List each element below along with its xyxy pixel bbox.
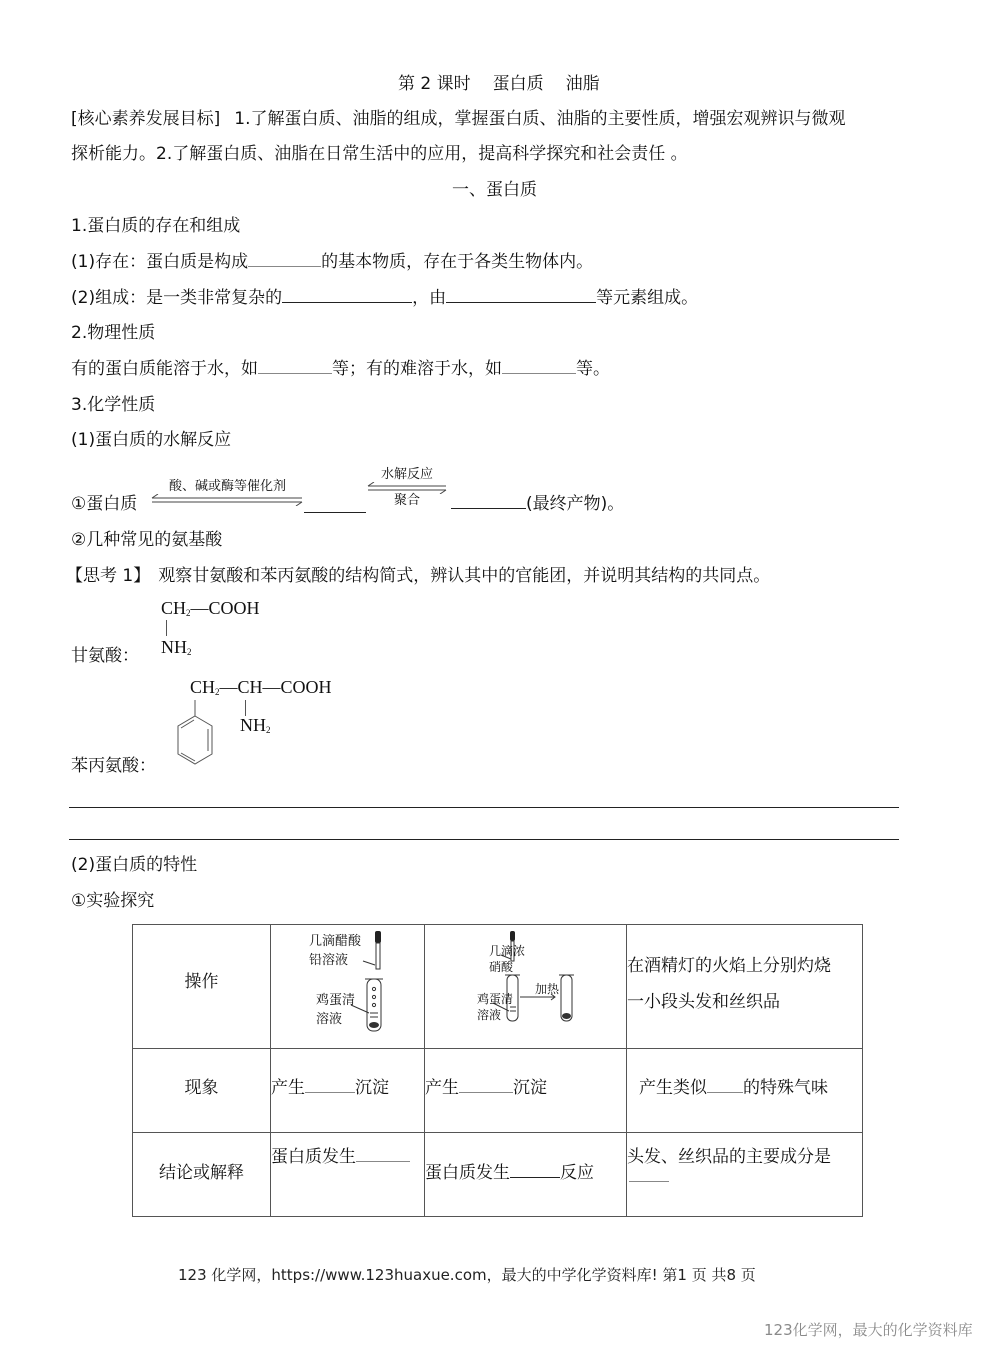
text: 蛋白质发生	[425, 1163, 510, 1183]
cell-phenomenon-3	[627, 1049, 863, 1133]
diagram-label: 加热	[535, 982, 560, 996]
diagram-label: 几滴醋酸	[309, 933, 362, 948]
text: 有的蛋白质能溶于水，如	[71, 359, 258, 379]
blank-field[interactable]	[248, 252, 321, 267]
text: 等元素组成。	[596, 288, 699, 308]
goals-line-2: 探析能力。2.了解蛋白质、油脂在日常生活中的应用，提高科学探究和社会责任 。	[71, 144, 688, 164]
solubility-line	[71, 357, 610, 381]
diagram-label: 鸡蛋清	[477, 992, 514, 1006]
blank-field[interactable]	[510, 1163, 560, 1178]
blank-field[interactable]	[258, 359, 332, 374]
cell-lead-acetate-diagram	[271, 925, 425, 1049]
think-1	[66, 564, 770, 588]
equation-start: ①蛋白质	[71, 494, 138, 514]
text: 的基本物质，存在于各类生物体内。	[321, 252, 594, 272]
goals-label: [核心素养发展目标]	[71, 109, 221, 129]
watermark: 123化学网，最大的化学资料库	[764, 1321, 973, 1339]
cell-phenomenon-1	[271, 1049, 425, 1133]
blank-field[interactable]	[305, 1078, 355, 1093]
blank-field[interactable]	[459, 1078, 513, 1093]
table-row-conclusion	[133, 1133, 863, 1217]
glycine-label: 甘氨酸：	[71, 646, 139, 666]
diagram-label: 溶液	[316, 1011, 343, 1026]
experiment-title: ①实验探究	[71, 891, 155, 911]
existence-line	[71, 250, 593, 274]
bond-line	[245, 700, 246, 716]
burning-operation-text	[627, 948, 862, 1020]
benzene-ring-icon	[170, 698, 220, 778]
header-text: 结论或解释	[159, 1163, 244, 1183]
equation-condition-hydrolysis: 水解反应	[380, 466, 433, 481]
diagram-label: 铅溶液	[309, 952, 349, 967]
composition-line	[71, 286, 698, 310]
row-header-conclusion	[133, 1133, 271, 1217]
blank-field[interactable]	[356, 1147, 410, 1162]
nitric-acid-heating-icon	[425, 925, 626, 1043]
think-label: 【思考 1】	[66, 566, 151, 586]
cell-burning-operation	[627, 925, 863, 1049]
lesson-title	[398, 72, 600, 96]
blank-field[interactable]	[502, 359, 576, 374]
blank-field[interactable]	[629, 1181, 669, 1182]
reversible-arrow-icon	[150, 494, 304, 506]
glycine-bottom: $NH_2$	[161, 637, 192, 657]
row-header-operation	[133, 925, 271, 1049]
text: 等；有的难溶于水，如	[332, 359, 502, 379]
lesson-number: 第 2 课时	[398, 74, 471, 94]
phenomenon-text	[271, 1073, 424, 1098]
row-header-phenomenon	[133, 1049, 271, 1133]
text: 头发、丝织品的主要成分是	[627, 1147, 831, 1167]
experiment-table	[132, 924, 863, 1217]
blank-field[interactable]	[282, 288, 412, 303]
phenylalanine-bottom: $NH_2$	[240, 715, 271, 735]
text: (最终产物)。	[526, 494, 625, 514]
equation-condition-1: 酸、碱或酶等催化剂	[168, 478, 286, 493]
glycine-top: $CH_2—COOH$	[161, 598, 260, 618]
equation-end	[451, 492, 624, 516]
phenomenon-text	[627, 1073, 862, 1098]
text: 等。	[576, 359, 610, 379]
text: 的特殊气味	[743, 1078, 828, 1098]
answer-line[interactable]	[69, 807, 899, 808]
text: 产生	[271, 1078, 305, 1098]
diagram-label: 鸡蛋清	[316, 992, 356, 1007]
blank-field[interactable]	[707, 1078, 743, 1093]
blank-field[interactable]	[451, 494, 526, 509]
text: 沉淀	[355, 1078, 389, 1098]
cell-phenomenon-2	[425, 1049, 627, 1133]
diagram-label: 溶液	[477, 1008, 502, 1022]
text: 产生	[425, 1078, 459, 1098]
section-heading-protein: 一、蛋白质	[452, 180, 537, 200]
answer-line[interactable]	[69, 839, 899, 840]
table-row-operation	[133, 925, 863, 1049]
text: 在酒精灯的火焰上分别灼烧	[627, 956, 831, 976]
text: 一小段头发和丝织品	[627, 992, 780, 1012]
subsection-physical-properties: 2.物理性质	[71, 323, 156, 343]
text: (2)组成：是一类非常复杂的	[71, 288, 283, 308]
cell-conclusion-2	[425, 1133, 627, 1217]
conclusion-text	[425, 1158, 626, 1183]
subsection-chemical-properties: 3.化学性质	[71, 395, 156, 415]
blank-field[interactable]	[304, 498, 366, 513]
text: 产生类似	[639, 1078, 707, 1098]
text: 反应	[560, 1163, 594, 1183]
think-text: 观察甘氨酸和苯丙氨酸的结构简式，辨认其中的官能团，并说明其结构的共同点。	[158, 566, 771, 586]
subsection-existence-composition: 1.蛋白质的存在和组成	[71, 216, 241, 236]
text: (1)存在：蛋白质是构成	[71, 252, 249, 272]
goals-line-1	[71, 107, 845, 131]
diagram-label: 硝酸	[489, 960, 514, 974]
blank-field[interactable]	[446, 288, 596, 303]
hydrolysis-title: (1)蛋白质的水解反应	[71, 430, 232, 450]
cell-conclusion-3	[627, 1133, 863, 1217]
table-row-phenomenon	[133, 1049, 863, 1133]
diagram-label: 几滴浓	[489, 944, 526, 958]
conclusion-text	[271, 1142, 424, 1167]
text: 蛋白质发生	[271, 1147, 356, 1167]
bond-line	[166, 620, 167, 636]
protein-properties-title: (2)蛋白质的特性	[71, 855, 198, 875]
cell-conclusion-1	[271, 1133, 425, 1217]
amino-acids-title: ②几种常见的氨基酸	[71, 530, 223, 550]
phenylalanine-label: 苯丙氨酸：	[71, 756, 156, 776]
phenylalanine-top: $CH_2—CH—COOH$	[190, 677, 332, 697]
phenomenon-text	[425, 1073, 626, 1098]
goals-text-1: 1.了解蛋白质、油脂的组成，掌握蛋白质、油脂的主要性质，增强宏观辨识与微观	[234, 109, 846, 129]
title-topic-protein: 蛋白质	[492, 74, 544, 94]
cell-nitric-acid-diagram	[425, 925, 627, 1049]
header-text: 操作	[184, 972, 219, 992]
title-topic-fat: 油脂	[565, 74, 600, 94]
equation-condition-polymerization: 聚合	[393, 492, 420, 507]
text: ，由	[412, 288, 447, 308]
header-text: 现象	[184, 1078, 219, 1098]
page-footer: 123 化学网，https://www.123huaxue.com，最大的中学化学资料库! 第1 页 共8 页	[178, 1266, 756, 1284]
text: 沉淀	[513, 1078, 547, 1098]
